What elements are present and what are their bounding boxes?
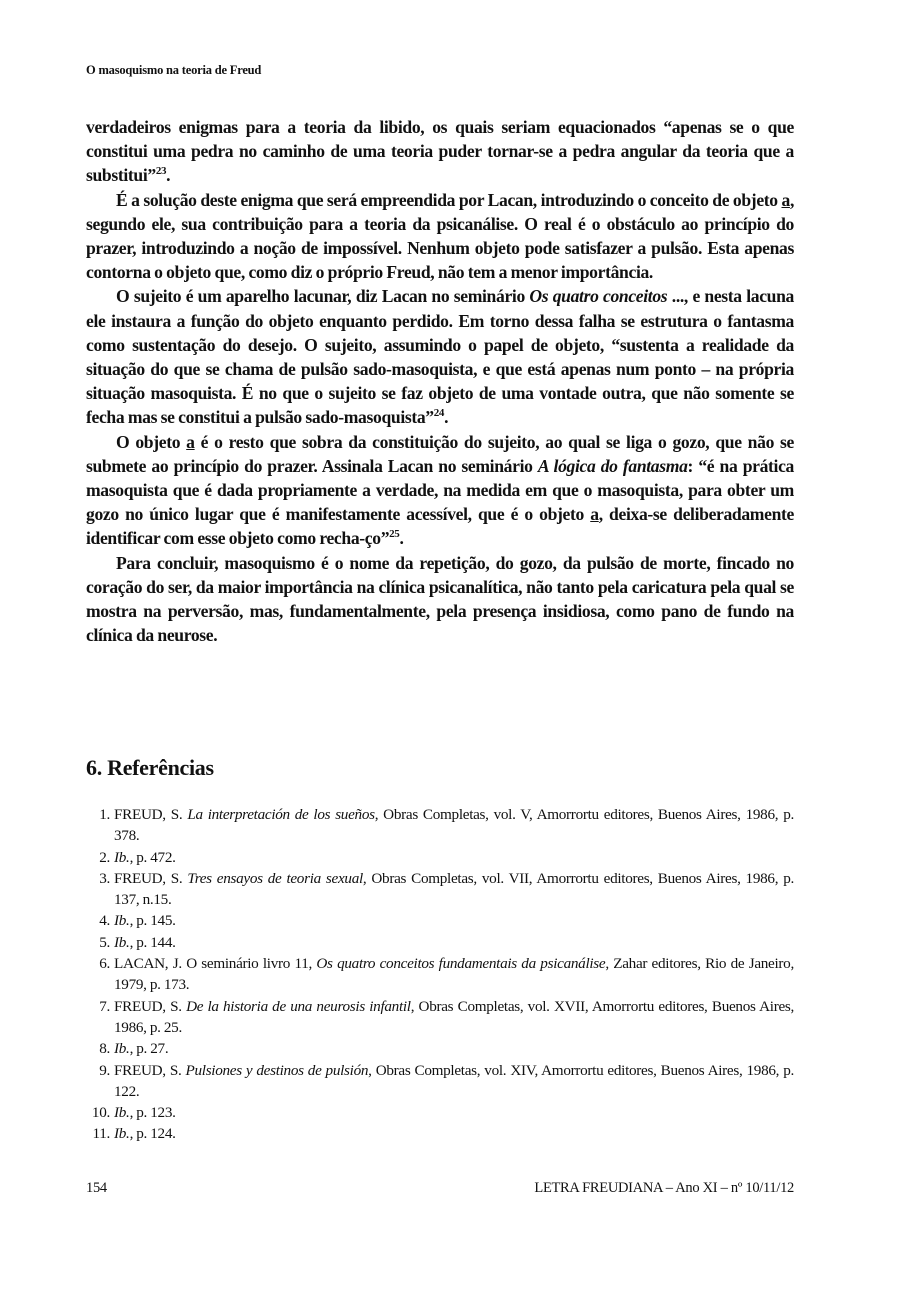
reference-number: 6. <box>99 955 110 973</box>
reference-item <box>86 1102 794 1123</box>
italic-title: De la historia de una neurosis infantil <box>186 997 411 1015</box>
italic-title: Ib. <box>114 912 130 930</box>
text-run: , Zahar editores, Rio de Janeiro, 1979, p. 173. <box>114 955 794 994</box>
text-run: FREUD, S. <box>114 1061 186 1079</box>
text-run: , p. 124. <box>129 1125 176 1143</box>
reference-text <box>114 868 794 911</box>
reference-number: 3. <box>99 869 110 887</box>
text-run: O sujeito é um aparelho lacunar, diz Lacan no seminário <box>116 286 530 307</box>
text-run: , p. 145. <box>129 912 176 930</box>
text-run: . <box>166 165 171 186</box>
text-run: O objeto <box>116 431 187 452</box>
italic-title: Ib. <box>114 848 130 866</box>
text-run: LACAN, J. O seminário livro 11, <box>114 955 317 973</box>
italic-title: Pulsiones y destinos de pulsión <box>185 1061 369 1079</box>
reference-text <box>114 847 794 868</box>
reference-text <box>114 996 794 1039</box>
page-footer <box>86 1180 794 1197</box>
text-run: . <box>399 528 404 549</box>
paragraph <box>86 551 794 648</box>
reference-text <box>114 1123 794 1144</box>
reference-text <box>114 953 794 996</box>
reference-item <box>86 996 794 1039</box>
reference-number: 2. <box>99 848 110 866</box>
paragraph <box>86 188 794 285</box>
reference-item <box>86 847 794 868</box>
reference-text <box>114 932 794 953</box>
italic-title: A lógica do fantasma <box>537 455 688 476</box>
reference-item <box>86 868 794 911</box>
page-number: 154 <box>86 1180 107 1196</box>
footnote-ref: 25 <box>389 528 400 541</box>
reference-number: 9. <box>99 1061 110 1079</box>
text-run: , Obras Completas, vol. XIV, Amorrortu editores, Buenos Aires, 1986, p. 122. <box>114 1061 795 1100</box>
italic-title: Ib. <box>114 933 130 951</box>
text-run: Para concluir, masoquismo é o nome da repetição, do gozo, da pulsão de morte, fincado no coração do ser, da maior importância na clínica psicanalítica, não tanto pela caricatura pela qual se mostra na perversão, mas, fundamentalmente, pela presença insidiosa, como pano de fundo na clínica da neurose. <box>86 552 794 646</box>
reference-number: 8. <box>99 1040 110 1058</box>
text-run: a <box>590 504 599 525</box>
reference-text <box>114 804 794 847</box>
paragraph <box>86 430 794 551</box>
reference-item <box>86 804 794 847</box>
text-run: , p. 123. <box>129 1104 176 1122</box>
text-run: , segundo ele, sua contribuição para a teoria da psicanálise. O real é o obstáculo ao princípio do prazer, introduzindo a noção de impossível. Nenhum objeto pode satisfazer a pulsão. Esta apenas contorna o objeto que, como diz o próprio Freud, não tem a menor importância. <box>86 189 794 283</box>
reference-text <box>114 1102 794 1123</box>
italic-title: La interpretación de los sueños <box>187 806 375 823</box>
reference-number: 10. <box>91 1104 110 1122</box>
section-title: 6. Referências <box>86 755 214 780</box>
text-run: é o resto que sobra da constituição do sujeito, ao qual se liga o gozo, que não se submete ao princípio do prazer. Assinala Lacan no seminário <box>86 431 794 476</box>
reference-number: 4. <box>99 912 110 930</box>
reference-item <box>86 910 794 931</box>
journal-title: LETRA FREUDIANA – Ano XI – nº 10/11/12 <box>534 1180 794 1196</box>
text-run: É a solução deste enigma que será empreendida por Lacan, introduzindo o conceito de objeto <box>116 189 782 210</box>
italic-title: Ib. <box>114 1104 130 1122</box>
reference-item <box>86 1038 794 1059</box>
paragraph <box>86 284 794 429</box>
reference-text <box>114 910 794 931</box>
text-run: : “é na prática masoquista que é dada propriamente a verdade, na medida em que o masoquista, para obter um gozo no único lugar que é manifestamente acessível, que é o objeto <box>86 455 794 525</box>
reference-item <box>86 1123 794 1144</box>
footnote-ref: 24 <box>433 407 445 420</box>
reference-number: 11. <box>92 1125 110 1143</box>
reference-item <box>86 953 794 996</box>
text-run: a <box>186 431 195 452</box>
text-run: , Obras Completas, vol. XVII, Amorrortu editores, Buenos Aires, 1986, p. 25. <box>114 997 794 1036</box>
text-run: , p. 27. <box>129 1040 169 1058</box>
reference-number: 1. <box>99 806 110 823</box>
italic-title: Os quatro conceitos fundamentais da psicanálise <box>316 955 606 973</box>
body-text <box>86 115 794 647</box>
italic-title: Ib. <box>114 1125 130 1143</box>
text-run: , Obras Completas, vol. VII, Amorrortu editores, Buenos Aires, 1986, p. 137, n.15. <box>114 869 794 909</box>
text-run: , p. 144. <box>129 933 176 951</box>
running-head: O masoquismo na teoria de Freud <box>86 63 262 77</box>
reference-item <box>86 1060 794 1103</box>
italic-title: Ib. <box>114 1040 130 1058</box>
reference-number: 5. <box>99 933 110 951</box>
reference-text <box>114 1038 794 1059</box>
text-run: , Obras Completas, vol. V, Amorrortu editores, Buenos Aires, 1986, p. 378. <box>114 806 794 845</box>
reference-item <box>86 932 794 953</box>
paragraph <box>86 115 794 188</box>
text-run: FREUD, S. <box>114 869 188 887</box>
text-run: , p. 472. <box>129 848 176 866</box>
text-run: . <box>444 407 449 428</box>
text-run: FREUD, S. <box>114 997 187 1015</box>
footnote-ref: 23 <box>155 165 167 178</box>
references-list <box>86 804 794 1145</box>
text-run: a <box>781 189 790 210</box>
text-run: FREUD, S. <box>114 806 188 823</box>
text-run: ..., e nesta lacuna ele instaura a função do objeto enquanto perdido. Em torno dessa falha se estrutura o fantasma como sustentação do desejo. O sujeito, assumindo o papel de objeto, “sustenta a realidade da situação do que se chama de pulsão sado-masoquista, e que está apenas num ponto – na própria situação masoquista. É no que o sujeito se faz objeto de uma vontade outra, que não somente se fecha mas se constitui a pulsão sado-masoquista” <box>86 286 794 428</box>
reference-text <box>114 1060 794 1103</box>
italic-title: Tres ensayos de teoria sexual <box>187 869 363 887</box>
italic-title: Os quatro conceitos <box>529 286 668 307</box>
text-run: , deixa-se deliberadamente identificar com esse objeto como recha-ço” <box>86 504 794 549</box>
reference-number: 7. <box>99 997 110 1015</box>
text-run: verdadeiros enigmas para a teoria da libido, os quais seriam equacionados “apenas se o que constitui uma pedra no caminho de uma teoria puder tornar-se a pedra angular da teoria que a substitui” <box>86 117 794 186</box>
